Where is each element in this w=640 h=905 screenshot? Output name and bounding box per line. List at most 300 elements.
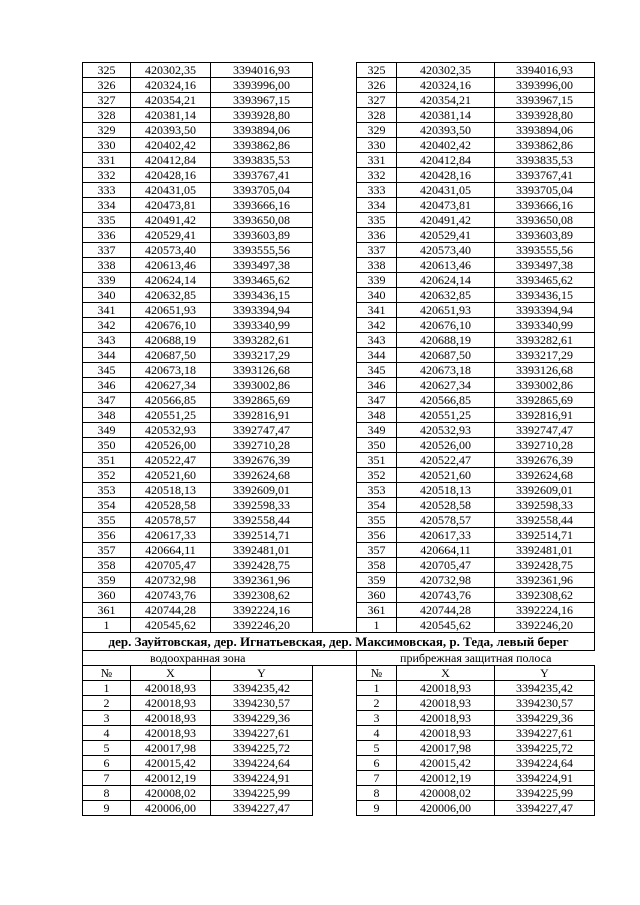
- left-x-coordinate: 420688,19: [131, 333, 211, 348]
- left-x-coordinate: 420624,14: [131, 273, 211, 288]
- right-col-header-number: №: [357, 666, 397, 681]
- right-x-coordinate: 420412,84: [397, 153, 495, 168]
- left-point-number: 350: [83, 438, 131, 453]
- right-point-number: 341: [357, 303, 397, 318]
- right-point-number: 4: [357, 726, 397, 741]
- left-x-coordinate: 420545,62: [131, 618, 211, 633]
- row-gap: [313, 756, 357, 771]
- left-x-coordinate: 420428,16: [131, 168, 211, 183]
- left-y-coordinate: 3393282,61: [211, 333, 313, 348]
- table-row: [83, 681, 595, 696]
- left-point-number: 6: [83, 756, 131, 771]
- left-y-coordinate: 3394225,72: [211, 741, 313, 756]
- right-x-coordinate: 420532,93: [397, 423, 495, 438]
- row-gap: [313, 243, 357, 258]
- right-y-coordinate: 3394016,93: [495, 63, 595, 78]
- right-point-number: 326: [357, 78, 397, 93]
- right-x-coordinate: 420015,42: [397, 756, 495, 771]
- right-x-coordinate: 420018,93: [397, 726, 495, 741]
- left-point-number: 345: [83, 363, 131, 378]
- table-row: [83, 108, 595, 123]
- table-row: [83, 198, 595, 213]
- row-gap: [313, 453, 357, 468]
- left-x-coordinate: 420491,42: [131, 213, 211, 228]
- table-row: [83, 273, 595, 288]
- right-y-coordinate: 3392816,91: [495, 408, 595, 423]
- row-gap: [313, 273, 357, 288]
- right-y-coordinate: 3392514,71: [495, 528, 595, 543]
- left-point-number: 328: [83, 108, 131, 123]
- right-y-coordinate: 3392361,96: [495, 573, 595, 588]
- row-gap: [313, 63, 357, 78]
- row-gap: [313, 138, 357, 153]
- left-x-coordinate: 420018,93: [131, 696, 211, 711]
- row-gap: [313, 183, 357, 198]
- table-row: [83, 786, 595, 801]
- right-point-number: 330: [357, 138, 397, 153]
- left-x-coordinate: 420566,85: [131, 393, 211, 408]
- left-point-number: 5: [83, 741, 131, 756]
- left-y-coordinate: 3393767,41: [211, 168, 313, 183]
- table-row: [83, 801, 595, 816]
- left-point-number: 353: [83, 483, 131, 498]
- left-x-coordinate: 420551,25: [131, 408, 211, 423]
- right-point-number: 338: [357, 258, 397, 273]
- left-point-number: 360: [83, 588, 131, 603]
- right-x-coordinate: 420578,57: [397, 513, 495, 528]
- right-x-coordinate: 420018,93: [397, 711, 495, 726]
- left-x-coordinate: 420402,42: [131, 138, 211, 153]
- right-point-number: 333: [357, 183, 397, 198]
- right-x-coordinate: 420354,21: [397, 93, 495, 108]
- right-x-coordinate: 420521,60: [397, 468, 495, 483]
- left-x-coordinate: 420526,00: [131, 438, 211, 453]
- left-y-coordinate: 3393126,68: [211, 363, 313, 378]
- left-x-coordinate: 420673,18: [131, 363, 211, 378]
- left-point-number: 334: [83, 198, 131, 213]
- left-x-coordinate: 420613,46: [131, 258, 211, 273]
- left-x-coordinate: 420529,41: [131, 228, 211, 243]
- right-x-coordinate: 420624,14: [397, 273, 495, 288]
- right-y-coordinate: 3393666,16: [495, 198, 595, 213]
- right-x-coordinate: 420491,42: [397, 213, 495, 228]
- table-row: [83, 378, 595, 393]
- right-x-coordinate: 420018,93: [397, 681, 495, 696]
- right-y-coordinate: 3392428,75: [495, 558, 595, 573]
- left-point-number: 341: [83, 303, 131, 318]
- row-gap: [313, 168, 357, 183]
- right-point-number: 332: [357, 168, 397, 183]
- table-row: [83, 696, 595, 711]
- right-y-coordinate: 3393650,08: [495, 213, 595, 228]
- left-point-number: 9: [83, 801, 131, 816]
- section-title: дер. Зауйтовская, дер. Игнатьевская, дер. Максимовская, р. Теда, левый берег: [83, 633, 595, 651]
- left-y-coordinate: 3393497,38: [211, 258, 313, 273]
- right-point-number: 350: [357, 438, 397, 453]
- left-point-number: 1: [83, 681, 131, 696]
- right-zone-title: прибрежная защитная полоса: [357, 651, 595, 666]
- right-point-number: 347: [357, 393, 397, 408]
- right-x-coordinate: 420522,47: [397, 453, 495, 468]
- right-x-coordinate: 420017,98: [397, 741, 495, 756]
- row-gap: [313, 213, 357, 228]
- table-row: [83, 363, 595, 378]
- right-y-coordinate: 3392598,33: [495, 498, 595, 513]
- left-y-coordinate: 3393705,04: [211, 183, 313, 198]
- right-x-coordinate: 420651,93: [397, 303, 495, 318]
- table-row: [83, 513, 595, 528]
- right-x-coordinate: 420673,18: [397, 363, 495, 378]
- table-row: [83, 498, 595, 513]
- left-point-number: 336: [83, 228, 131, 243]
- left-y-coordinate: 3393894,06: [211, 123, 313, 138]
- right-y-coordinate: 3394227,47: [495, 801, 595, 816]
- column-header-row: [83, 666, 595, 681]
- right-point-number: 1: [357, 618, 397, 633]
- right-x-coordinate: 420566,85: [397, 393, 495, 408]
- left-point-number: 339: [83, 273, 131, 288]
- right-y-coordinate: 3393282,61: [495, 333, 595, 348]
- left-point-number: 332: [83, 168, 131, 183]
- table-row: [83, 528, 595, 543]
- right-point-number: 351: [357, 453, 397, 468]
- left-point-number: 1: [83, 618, 131, 633]
- left-x-coordinate: 420018,93: [131, 711, 211, 726]
- row-gap: [313, 363, 357, 378]
- right-y-coordinate: 3392246,20: [495, 618, 595, 633]
- right-x-coordinate: 420545,62: [397, 618, 495, 633]
- left-x-coordinate: 420676,10: [131, 318, 211, 333]
- left-point-number: 359: [83, 573, 131, 588]
- left-zone-title: водоохранная зона: [83, 651, 313, 666]
- right-x-coordinate: 420529,41: [397, 228, 495, 243]
- table-row: [83, 258, 595, 273]
- right-y-coordinate: 3392609,01: [495, 483, 595, 498]
- right-y-coordinate: 3393705,04: [495, 183, 595, 198]
- left-y-coordinate: 3392224,16: [211, 603, 313, 618]
- row-gap: [313, 318, 357, 333]
- table-row: [83, 303, 595, 318]
- left-y-coordinate: 3394225,99: [211, 786, 313, 801]
- left-y-coordinate: 3393967,15: [211, 93, 313, 108]
- left-x-coordinate: 420518,13: [131, 483, 211, 498]
- table-row: [83, 558, 595, 573]
- left-y-coordinate: 3392514,71: [211, 528, 313, 543]
- table-row: [83, 228, 595, 243]
- right-point-number: 358: [357, 558, 397, 573]
- table-row: [83, 483, 595, 498]
- right-point-number: 329: [357, 123, 397, 138]
- right-point-number: 342: [357, 318, 397, 333]
- left-y-coordinate: 3394230,57: [211, 696, 313, 711]
- right-x-coordinate: 420613,46: [397, 258, 495, 273]
- left-x-coordinate: 420018,93: [131, 681, 211, 696]
- right-point-number: 1: [357, 681, 397, 696]
- right-x-coordinate: 420012,19: [397, 771, 495, 786]
- left-x-coordinate: 420617,33: [131, 528, 211, 543]
- left-y-coordinate: 3394227,47: [211, 801, 313, 816]
- right-point-number: 331: [357, 153, 397, 168]
- left-x-coordinate: 420015,42: [131, 756, 211, 771]
- table-row: [83, 711, 595, 726]
- right-col-header-x: X: [397, 666, 495, 681]
- left-point-number: 325: [83, 63, 131, 78]
- right-x-coordinate: 420617,33: [397, 528, 495, 543]
- row-gap: [313, 123, 357, 138]
- right-point-number: 361: [357, 603, 397, 618]
- left-x-coordinate: 420324,16: [131, 78, 211, 93]
- table-row: [83, 123, 595, 138]
- right-y-coordinate: 3393967,15: [495, 93, 595, 108]
- table-row: [83, 153, 595, 168]
- right-y-coordinate: 3394225,99: [495, 786, 595, 801]
- row-gap: [313, 393, 357, 408]
- left-y-coordinate: 3393862,86: [211, 138, 313, 153]
- left-y-coordinate: 3392624,68: [211, 468, 313, 483]
- left-y-coordinate: 3393465,62: [211, 273, 313, 288]
- header-gap: [313, 666, 357, 681]
- row-gap: [313, 78, 357, 93]
- top-coordinates-body: [83, 63, 595, 633]
- right-x-coordinate: 420627,34: [397, 378, 495, 393]
- left-col-header-x: X: [131, 666, 211, 681]
- left-point-number: 351: [83, 453, 131, 468]
- right-x-coordinate: 420381,14: [397, 108, 495, 123]
- left-y-coordinate: 3393002,86: [211, 378, 313, 393]
- right-x-coordinate: 420428,16: [397, 168, 495, 183]
- right-x-coordinate: 420526,00: [397, 438, 495, 453]
- left-x-coordinate: 420732,98: [131, 573, 211, 588]
- right-point-number: 348: [357, 408, 397, 423]
- right-point-number: 346: [357, 378, 397, 393]
- left-point-number: 343: [83, 333, 131, 348]
- left-x-coordinate: 420521,60: [131, 468, 211, 483]
- right-x-coordinate: 420528,58: [397, 498, 495, 513]
- left-x-coordinate: 420664,11: [131, 543, 211, 558]
- left-y-coordinate: 3392609,01: [211, 483, 313, 498]
- table-row: [83, 588, 595, 603]
- right-y-coordinate: 3393394,94: [495, 303, 595, 318]
- right-point-number: 359: [357, 573, 397, 588]
- right-point-number: 3: [357, 711, 397, 726]
- zone-gap: [313, 651, 357, 666]
- left-y-coordinate: 3394235,42: [211, 681, 313, 696]
- right-y-coordinate: 3394225,72: [495, 741, 595, 756]
- row-gap: [313, 801, 357, 816]
- right-point-number: 2: [357, 696, 397, 711]
- left-y-coordinate: 3393835,53: [211, 153, 313, 168]
- right-y-coordinate: 3392481,01: [495, 543, 595, 558]
- table-row: [83, 468, 595, 483]
- right-y-coordinate: 3394229,36: [495, 711, 595, 726]
- table-row: [83, 333, 595, 348]
- row-gap: [313, 618, 357, 633]
- row-gap: [313, 573, 357, 588]
- right-x-coordinate: 420324,16: [397, 78, 495, 93]
- left-y-coordinate: 3392676,39: [211, 453, 313, 468]
- right-y-coordinate: 3393436,15: [495, 288, 595, 303]
- right-y-coordinate: 3392676,39: [495, 453, 595, 468]
- row-gap: [313, 228, 357, 243]
- left-point-number: 327: [83, 93, 131, 108]
- left-x-coordinate: 420412,84: [131, 153, 211, 168]
- right-y-coordinate: 3393928,80: [495, 108, 595, 123]
- right-point-number: 340: [357, 288, 397, 303]
- row-gap: [313, 153, 357, 168]
- section-header-body: [83, 633, 595, 681]
- right-x-coordinate: 420705,47: [397, 558, 495, 573]
- right-x-coordinate: 420431,05: [397, 183, 495, 198]
- left-x-coordinate: 420393,50: [131, 123, 211, 138]
- left-point-number: 7: [83, 771, 131, 786]
- zone-title-row: [83, 651, 595, 666]
- left-y-coordinate: 3392246,20: [211, 618, 313, 633]
- right-y-coordinate: 3393002,86: [495, 378, 595, 393]
- left-y-coordinate: 3392747,47: [211, 423, 313, 438]
- right-point-number: 343: [357, 333, 397, 348]
- row-gap: [313, 423, 357, 438]
- row-gap: [313, 543, 357, 558]
- left-point-number: 356: [83, 528, 131, 543]
- table-row: [83, 78, 595, 93]
- right-y-coordinate: 3393497,38: [495, 258, 595, 273]
- bottom-coordinates-body: [83, 681, 595, 816]
- left-x-coordinate: 420381,14: [131, 108, 211, 123]
- right-point-number: 345: [357, 363, 397, 378]
- table-row: [83, 726, 595, 741]
- right-point-number: 354: [357, 498, 397, 513]
- row-gap: [313, 513, 357, 528]
- right-x-coordinate: 420393,50: [397, 123, 495, 138]
- right-point-number: 337: [357, 243, 397, 258]
- right-x-coordinate: 420573,40: [397, 243, 495, 258]
- left-x-coordinate: 420687,50: [131, 348, 211, 363]
- right-point-number: 325: [357, 63, 397, 78]
- left-point-number: 358: [83, 558, 131, 573]
- row-gap: [313, 438, 357, 453]
- right-point-number: 7: [357, 771, 397, 786]
- right-y-coordinate: 3393603,89: [495, 228, 595, 243]
- row-gap: [313, 288, 357, 303]
- left-x-coordinate: 420632,85: [131, 288, 211, 303]
- coordinates-table: [82, 62, 595, 816]
- right-x-coordinate: 420743,76: [397, 588, 495, 603]
- row-gap: [313, 786, 357, 801]
- table-row: [83, 573, 595, 588]
- left-point-number: 357: [83, 543, 131, 558]
- left-point-number: 331: [83, 153, 131, 168]
- right-col-header-y: Y: [495, 666, 595, 681]
- right-point-number: 353: [357, 483, 397, 498]
- left-point-number: 326: [83, 78, 131, 93]
- left-x-coordinate: 420431,05: [131, 183, 211, 198]
- left-x-coordinate: 420302,35: [131, 63, 211, 78]
- left-y-coordinate: 3393340,99: [211, 318, 313, 333]
- table-row: [83, 618, 595, 633]
- left-y-coordinate: 3394016,93: [211, 63, 313, 78]
- row-gap: [313, 333, 357, 348]
- right-y-coordinate: 3393996,00: [495, 78, 595, 93]
- left-x-coordinate: 420651,93: [131, 303, 211, 318]
- right-point-number: 334: [357, 198, 397, 213]
- right-point-number: 5: [357, 741, 397, 756]
- right-point-number: 349: [357, 423, 397, 438]
- right-x-coordinate: 420664,11: [397, 543, 495, 558]
- row-gap: [313, 528, 357, 543]
- right-x-coordinate: 420744,28: [397, 603, 495, 618]
- table-row: [83, 543, 595, 558]
- table-row: [83, 453, 595, 468]
- table-row: [83, 741, 595, 756]
- left-point-number: 337: [83, 243, 131, 258]
- left-point-number: 354: [83, 498, 131, 513]
- left-y-coordinate: 3394229,36: [211, 711, 313, 726]
- left-y-coordinate: 3393996,00: [211, 78, 313, 93]
- row-gap: [313, 711, 357, 726]
- right-y-coordinate: 3392308,62: [495, 588, 595, 603]
- right-y-coordinate: 3392747,47: [495, 423, 595, 438]
- table-row: [83, 756, 595, 771]
- right-point-number: 357: [357, 543, 397, 558]
- right-y-coordinate: 3393862,86: [495, 138, 595, 153]
- row-gap: [313, 483, 357, 498]
- table-row: [83, 63, 595, 78]
- left-col-header-y: Y: [211, 666, 313, 681]
- row-gap: [313, 108, 357, 123]
- table-row: [83, 423, 595, 438]
- left-y-coordinate: 3393394,94: [211, 303, 313, 318]
- left-y-coordinate: 3392428,75: [211, 558, 313, 573]
- right-y-coordinate: 3394230,57: [495, 696, 595, 711]
- left-point-number: 349: [83, 423, 131, 438]
- left-y-coordinate: 3392865,69: [211, 393, 313, 408]
- right-y-coordinate: 3393555,56: [495, 243, 595, 258]
- left-x-coordinate: 420705,47: [131, 558, 211, 573]
- left-x-coordinate: 420017,98: [131, 741, 211, 756]
- right-y-coordinate: 3392624,68: [495, 468, 595, 483]
- row-gap: [313, 741, 357, 756]
- left-y-coordinate: 3392481,01: [211, 543, 313, 558]
- right-point-number: 335: [357, 213, 397, 228]
- right-point-number: 336: [357, 228, 397, 243]
- right-y-coordinate: 3394224,91: [495, 771, 595, 786]
- right-x-coordinate: 420551,25: [397, 408, 495, 423]
- right-y-coordinate: 3394227,61: [495, 726, 595, 741]
- right-y-coordinate: 3394235,42: [495, 681, 595, 696]
- left-x-coordinate: 420743,76: [131, 588, 211, 603]
- right-y-coordinate: 3393465,62: [495, 273, 595, 288]
- left-x-coordinate: 420578,57: [131, 513, 211, 528]
- right-y-coordinate: 3393126,68: [495, 363, 595, 378]
- left-x-coordinate: 420528,58: [131, 498, 211, 513]
- table-row: [83, 93, 595, 108]
- left-y-coordinate: 3393650,08: [211, 213, 313, 228]
- row-gap: [313, 93, 357, 108]
- table-row: [83, 603, 595, 618]
- right-point-number: 339: [357, 273, 397, 288]
- left-point-number: 355: [83, 513, 131, 528]
- right-point-number: 327: [357, 93, 397, 108]
- left-x-coordinate: 420473,81: [131, 198, 211, 213]
- right-x-coordinate: 420018,93: [397, 696, 495, 711]
- table-row: [83, 168, 595, 183]
- left-point-number: 3: [83, 711, 131, 726]
- left-point-number: 347: [83, 393, 131, 408]
- left-point-number: 348: [83, 408, 131, 423]
- row-gap: [313, 498, 357, 513]
- left-col-header-number: №: [83, 666, 131, 681]
- left-x-coordinate: 420573,40: [131, 243, 211, 258]
